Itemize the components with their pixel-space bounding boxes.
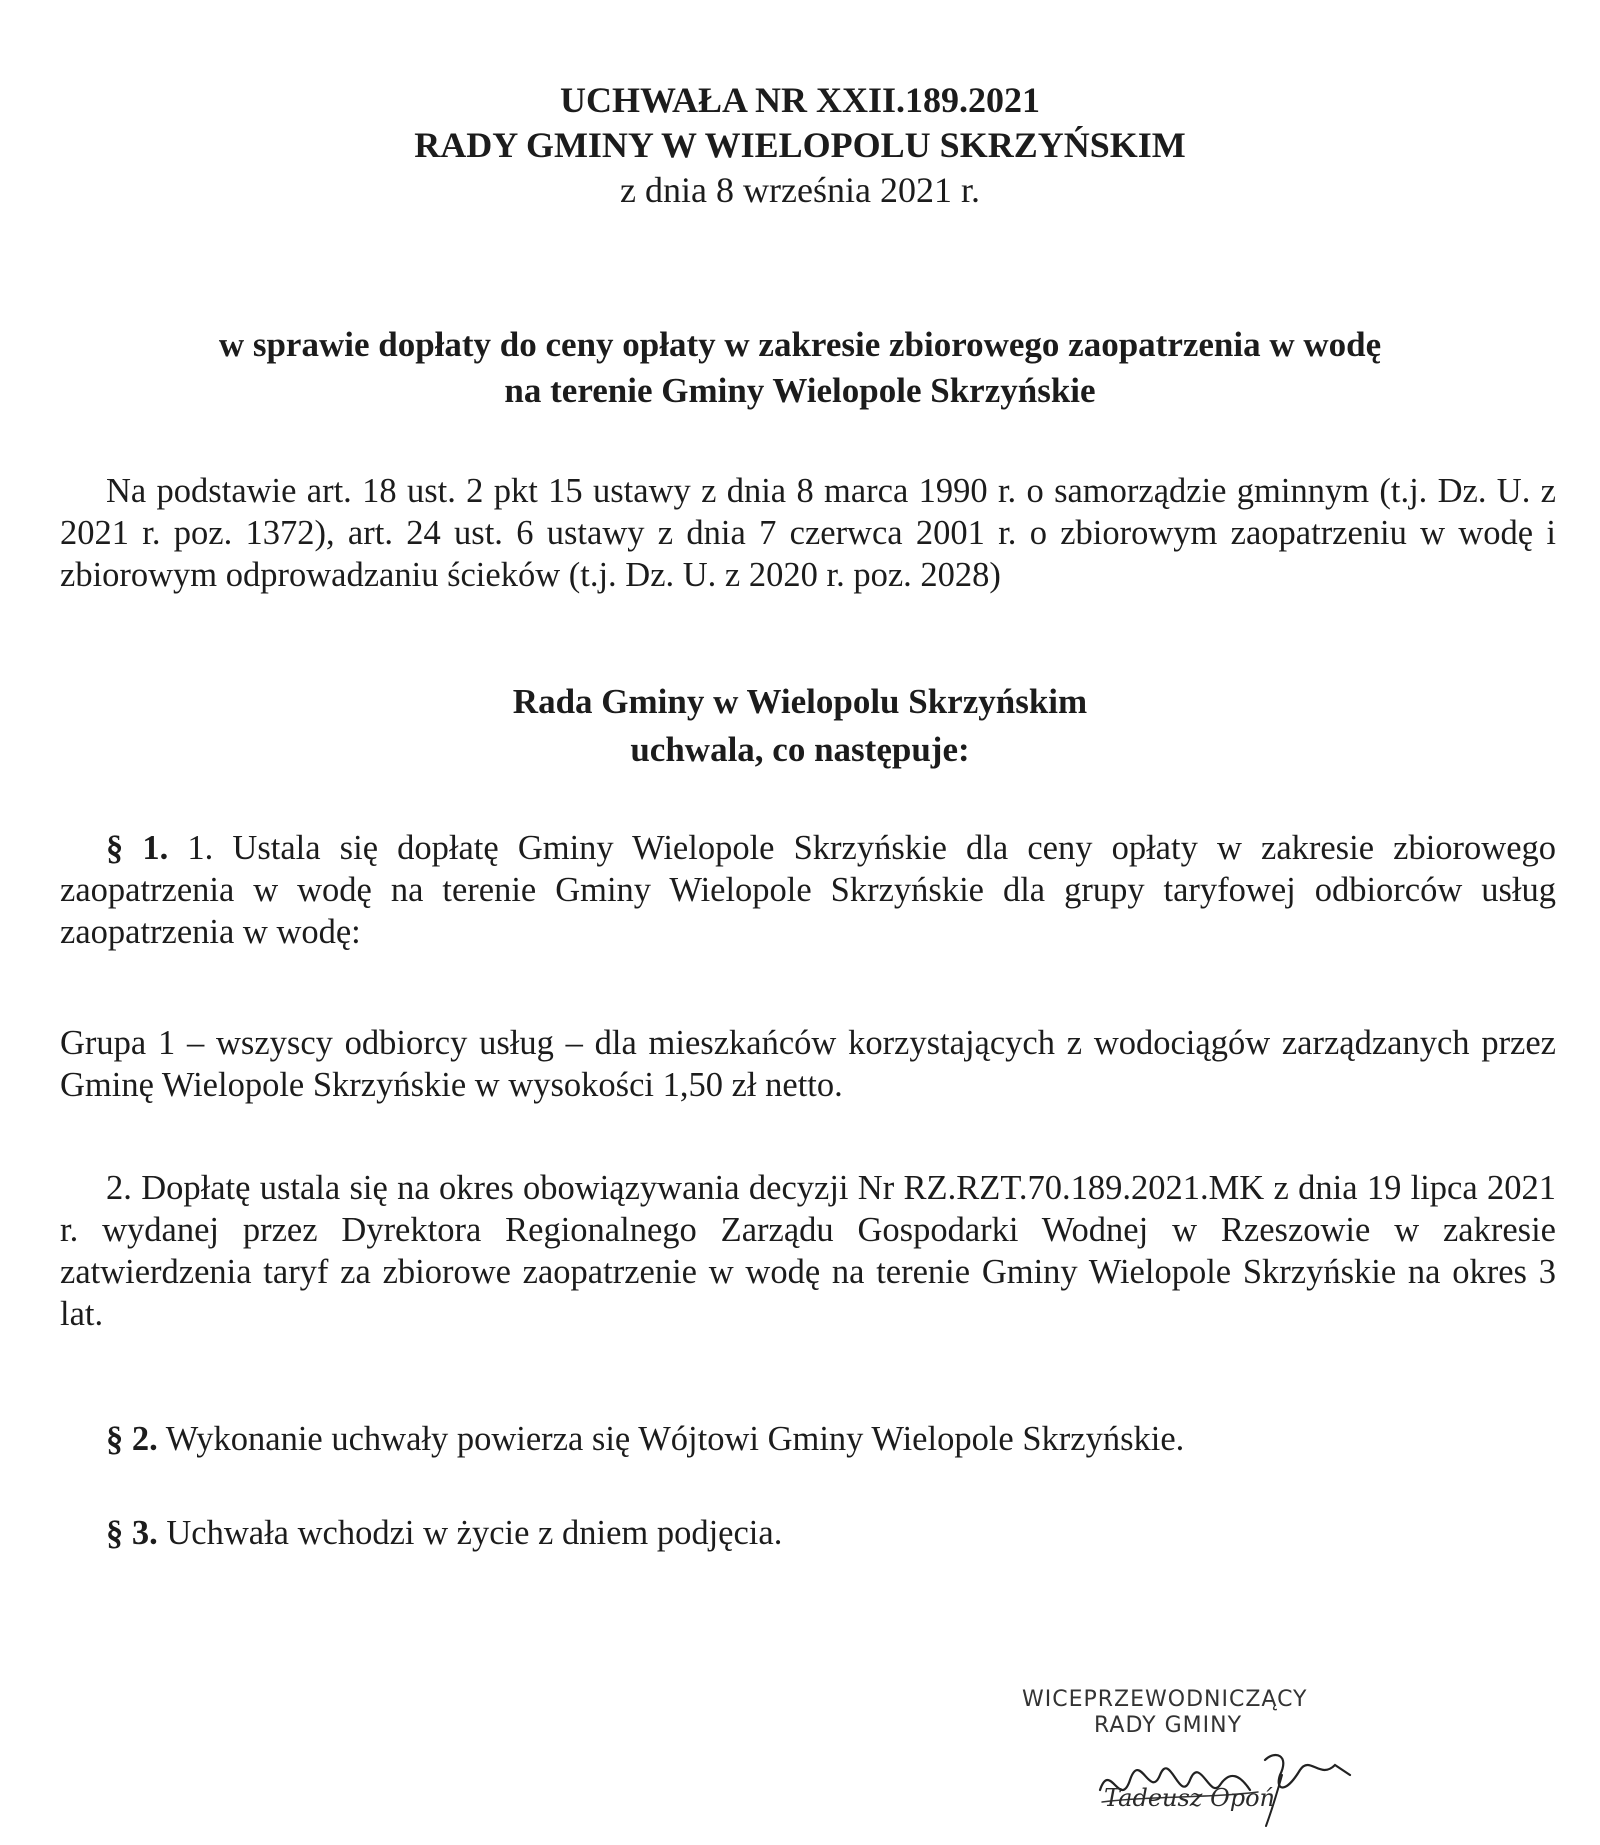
council-line-1: Rada Gminy w Wielopolu Skrzyńskim	[512, 682, 1088, 721]
section-3-text: Uchwała wchodzi w życie z dniem podjęcia.	[166, 1514, 783, 1552]
council-line-2: uchwala, co następuje:	[630, 730, 970, 769]
section-1-paragraph-1	[60, 827, 1556, 953]
section-3	[60, 1512, 1556, 1554]
section-1-mark: § 1.	[106, 829, 169, 867]
signature-title-line-2: RADY GMINY	[1094, 1713, 1243, 1738]
section-2-text: Wykonanie uchwały powierza się Wójtowi Gminy Wielopole Skrzyńskie.	[165, 1420, 1185, 1458]
resolution-date: z dnia 8 września 2021 r.	[620, 170, 980, 210]
signatory-name: Tadeusz Opoń	[1104, 1784, 1276, 1812]
legal-basis-paragraph: Na podstawie art. 18 ust. 2 pkt 15 ustawy z dnia 8 marca 1990 r. o samorządzie gminnym (t.j. Dz. U. z 2021 r. poz. 1372), art. 24 ust. 6 ustawy z dnia 7 czerwca 2001 r. o zbiorowym zaopatrzeniu w wodę i zbiorowym odprowadzaniu ścieków (t.j. Dz. U. z 2020 r. poz. 2028)	[60, 472, 1556, 594]
section-2	[60, 1418, 1556, 1460]
subject-line-2: na terenie Gminy Wielopole Skrzyńskie	[504, 371, 1096, 410]
signature-title-line-1: WICEPRZEWODNICZĄCY	[1022, 1687, 1308, 1712]
handwritten-signature	[1090, 1730, 1390, 1830]
section-1-paragraph-2: 2. Dopłatę ustala się na okres obowiązywania decyzji Nr RZ.RZT.70.189.2021.MK z dnia 19 lipca 2021 r. wydanej przez Dyrektora Regionalnego Zarządu Gospodarki Wodnej w Rzeszowie w zakresie zatwierdzenia taryf za zbiorowe zaopatrzenie w wodę na terenie Gminy Wielopole Skrzyńskie na okres 3 lat.	[60, 1169, 1556, 1333]
document-header	[0, 78, 1600, 213]
subject-line-1: w sprawie dopłaty do ceny opłaty w zakresie zbiorowego zaopatrzenia w wodę	[218, 325, 1382, 364]
signature-stroke-2	[1265, 1755, 1350, 1788]
section-2-mark: § 2.	[106, 1420, 158, 1458]
issuing-council: RADY GMINY W WIELOPOLU SKRZYŃSKIM	[414, 125, 1186, 165]
resolution-number: UCHWAŁA NR XXII.189.2021	[559, 80, 1041, 120]
section-3-mark: § 3.	[106, 1514, 158, 1552]
section-1-text: 1. Ustala się dopłatę Gminy Wielopole Skrzyńskie dla ceny opłaty w zakresie zbiorowego zaopatrzenia w wodę na terenie Gminy Wielopole Skrzyńskie dla grupy taryfowej odbiorców usług zaopatrzenia w wodę:	[60, 829, 1557, 951]
council-statement	[0, 678, 1600, 774]
resolution-subject	[0, 322, 1600, 414]
section-1-tariff-group: Grupa 1 – wszyscy odbiorcy usług – dla mieszkańców korzystających z wodociągów zarządzanych przez Gminę Wielopole Skrzyńskie w wysokości 1,50 zł netto.	[60, 1024, 1556, 1104]
